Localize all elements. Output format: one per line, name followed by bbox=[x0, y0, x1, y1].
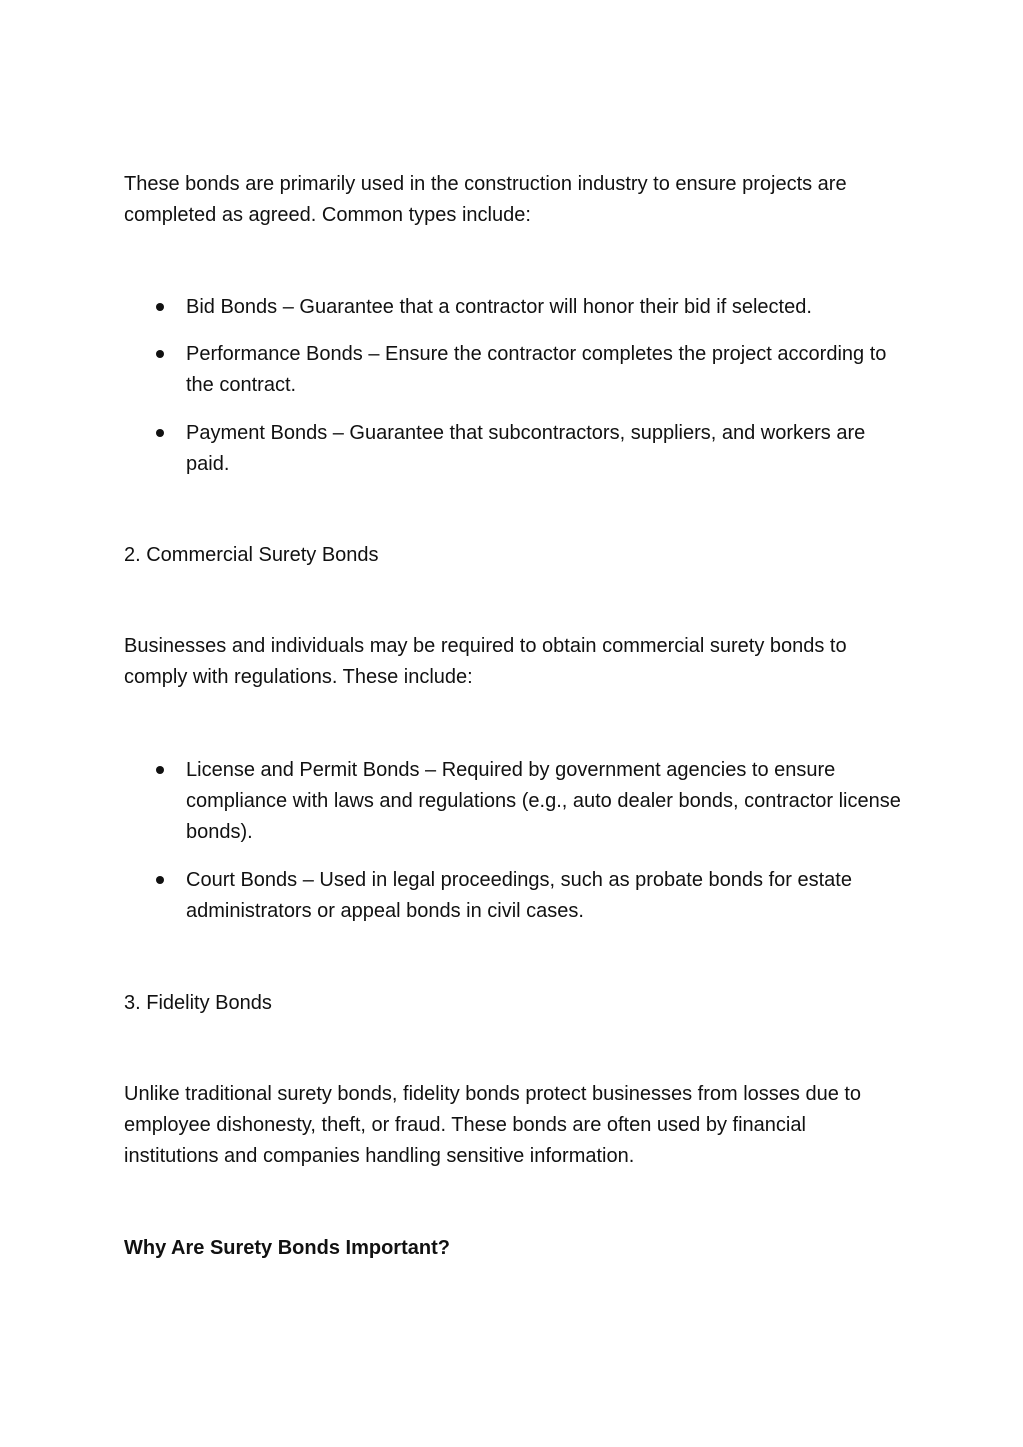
section-heading: 3. Fidelity Bonds bbox=[124, 992, 272, 1014]
intro-paragraph: These bonds are primarily used in the construction industry to ensure projects are completed as agreed. Common types include: bbox=[124, 173, 847, 226]
bullet-icon bbox=[156, 303, 164, 311]
why-heading: Why Are Surety Bonds Important? bbox=[124, 1237, 450, 1259]
bullet-icon bbox=[156, 350, 164, 358]
list-item-text: Performance Bonds – Ensure the contractor completes the project according to the contract. bbox=[186, 343, 887, 396]
section-heading: 2. Commercial Surety Bonds bbox=[124, 544, 379, 566]
section-paragraph: Businesses and individuals may be required to obtain commercial surety bonds to comply with regulations. These include: bbox=[124, 635, 847, 688]
list-item-text: Bid Bonds – Guarantee that a contractor will honor their bid if selected. bbox=[186, 296, 812, 318]
list-item-text: Court Bonds – Used in legal proceedings, such as probate bonds for estate administrators or appeal bonds in civil cases. bbox=[186, 869, 852, 922]
list-item-text: License and Permit Bonds – Required by government agencies to ensure compliance with laws and regulations (e.g., auto dealer bonds, contractor license bonds). bbox=[186, 759, 901, 843]
list-item-text: Payment Bonds – Guarantee that subcontractors, suppliers, and workers are paid. bbox=[186, 422, 866, 475]
section-paragraph: Unlike traditional surety bonds, fidelity bonds protect businesses from losses due to employee dishonesty, theft, or fraud. These bonds are often used by financial institutions and companies handling sensitive information. bbox=[124, 1083, 862, 1167]
bullet-icon bbox=[156, 876, 164, 884]
bullet-icon bbox=[156, 429, 164, 437]
bullet-icon bbox=[156, 766, 164, 774]
